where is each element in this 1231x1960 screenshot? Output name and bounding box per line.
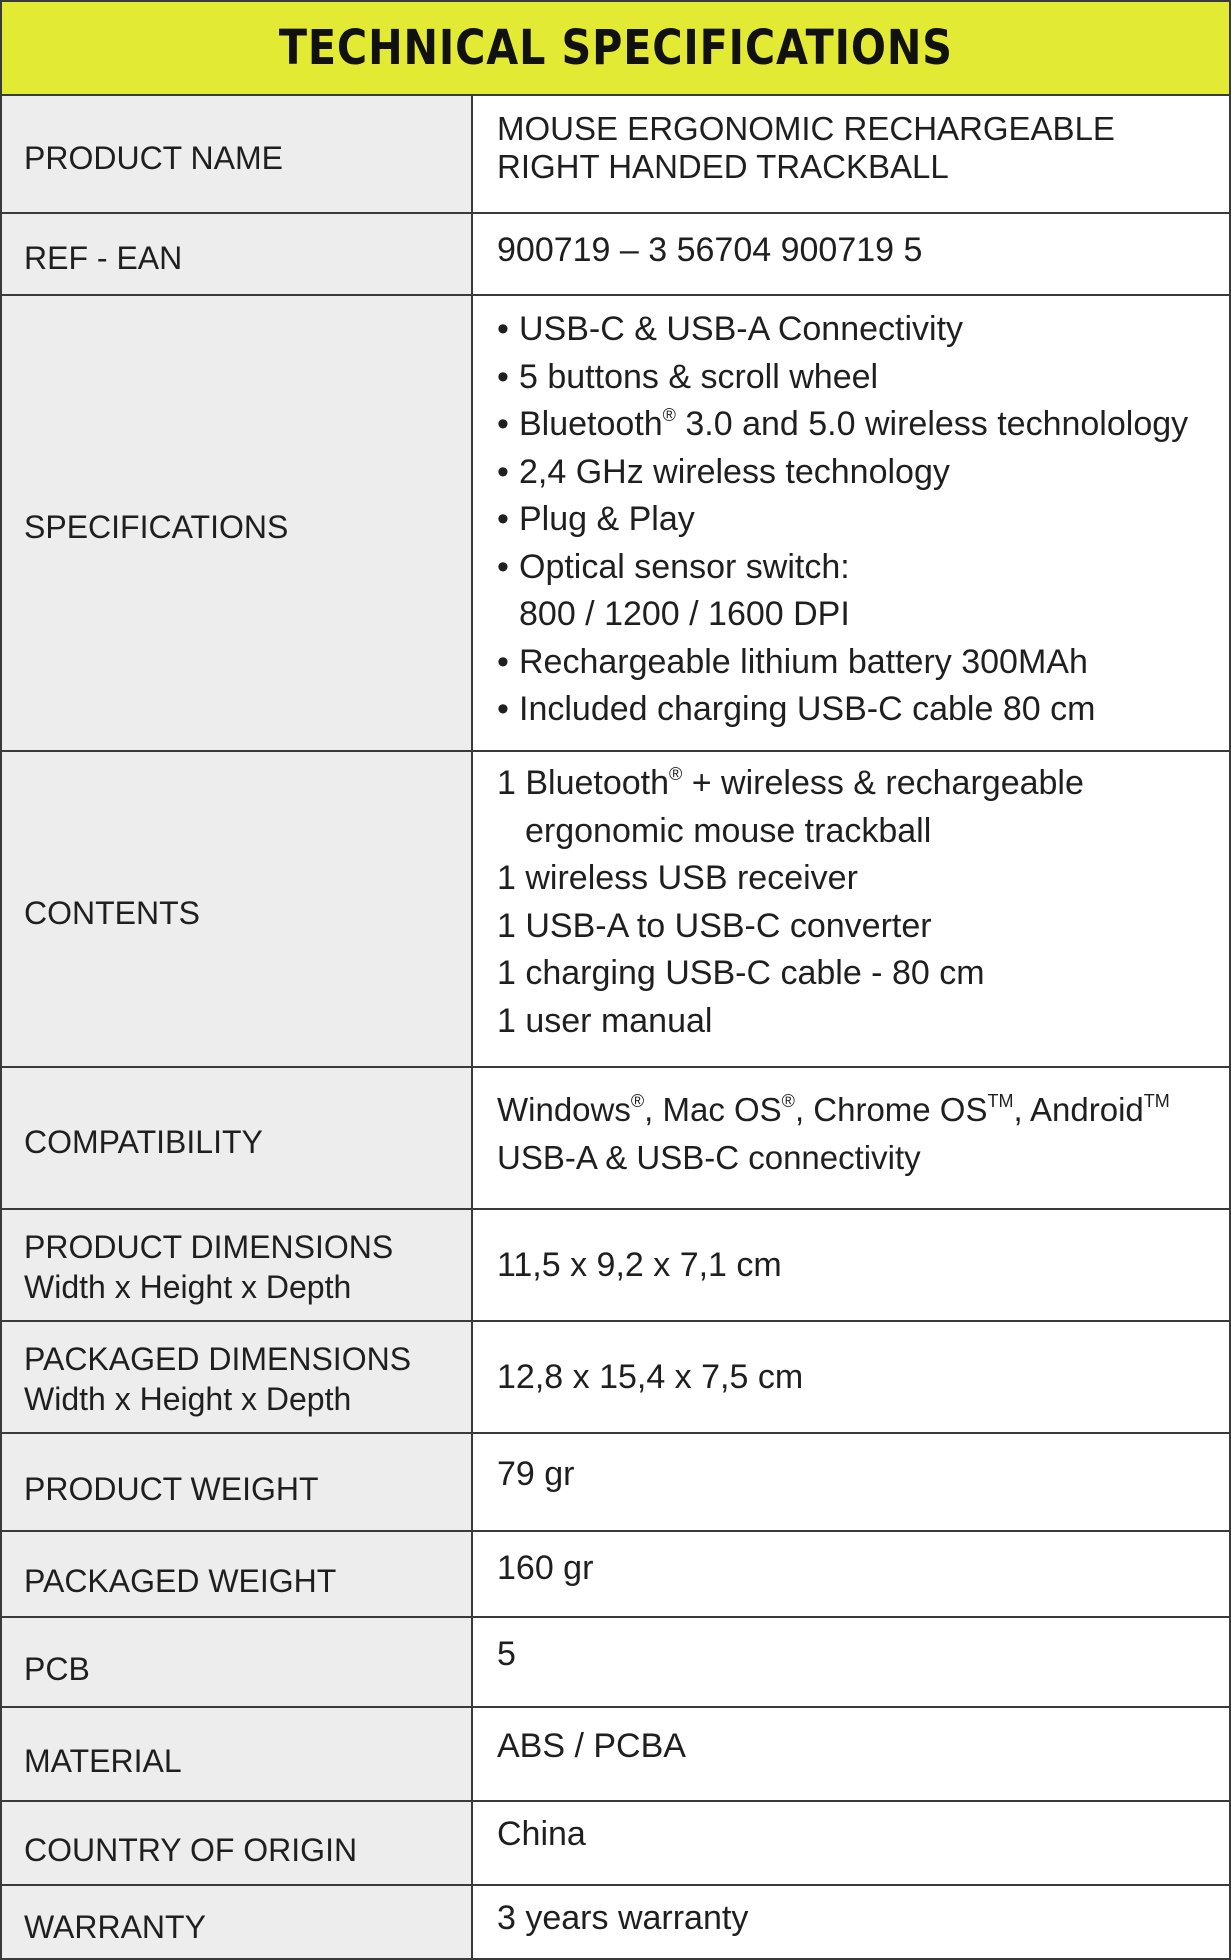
contents-item-text: + wireless & rechargeable (682, 764, 1084, 802)
contents-item (497, 760, 1229, 808)
contents-item: 1 charging USB-C cable - 80 cm (497, 954, 985, 992)
label-country-of-origin: COUNTRY OF ORIGIN (2, 1802, 473, 1884)
os-name: , Mac OS (644, 1091, 782, 1128)
product-dimensions-text: 11,5 x 9,2 x 7,1 cm (497, 1246, 782, 1284)
product-weight-text: 79 gr (497, 1455, 575, 1493)
label-product-weight: PRODUCT WEIGHT (2, 1434, 473, 1530)
value-country-of-origin (473, 1802, 1229, 1884)
row-contents (2, 752, 1229, 1068)
label-warranty: WARRANTY (2, 1886, 473, 1958)
packaged-dimensions-text: 12,8 x 15,4 x 7,5 cm (497, 1358, 804, 1396)
contents-item-text: 1 Bluetooth (497, 764, 670, 802)
value-warranty (473, 1886, 1229, 1958)
value-specifications (473, 296, 1229, 750)
specifications-list (497, 306, 1229, 734)
page-title: TECHNICAL SPECIFICATIONS (278, 20, 953, 76)
label-contents: CONTENTS (2, 752, 473, 1066)
label-pcb: PCB (2, 1618, 473, 1706)
spec-item: • Included charging USB-C cable 80 cm (497, 686, 1229, 734)
spec-item-text: 3.0 and 5.0 wireless technolology (675, 405, 1189, 443)
value-packaged-weight (473, 1532, 1229, 1616)
label-product-dimensions-title: PRODUCT DIMENSIONS (24, 1229, 394, 1265)
country-of-origin-text: China (497, 1815, 586, 1853)
registered-mark: ® (781, 1091, 795, 1111)
value-contents (473, 752, 1229, 1066)
label-compatibility: COMPATIBILITY (2, 1068, 473, 1208)
compatibility-connectivity-line: USB-A & USB-C connectivity (497, 1139, 921, 1176)
product-name-line: MOUSE ERGONOMIC RECHARGEABLE (497, 110, 1115, 147)
label-packaged-weight: PACKAGED WEIGHT (2, 1532, 473, 1616)
value-ref-ean (473, 214, 1229, 294)
value-packaged-dimensions (473, 1322, 1229, 1432)
row-packaged-weight (2, 1532, 1229, 1618)
label-product-name: PRODUCT NAME (2, 96, 473, 212)
label-specifications: SPECIFICATIONS (2, 296, 473, 750)
value-pcb (473, 1618, 1229, 1706)
os-name: Windows (497, 1091, 631, 1128)
row-pcb (2, 1618, 1229, 1708)
registered-mark: ® (662, 405, 676, 425)
row-product-dimensions (2, 1210, 1229, 1322)
compatibility-os-line (497, 1086, 1229, 1134)
spec-item: • Optical sensor switch: (497, 544, 1229, 592)
os-name: , Chrome OS (794, 1091, 988, 1128)
label-material: MATERIAL (2, 1708, 473, 1800)
contents-item: 1 wireless USB receiver (497, 859, 858, 897)
spec-item: • Plug & Play (497, 496, 1229, 544)
pcb-text: 5 (497, 1635, 516, 1673)
row-country-of-origin (2, 1802, 1229, 1886)
row-product-name (2, 96, 1229, 214)
label-packaged-dimensions (2, 1322, 473, 1432)
spec-item: • 5 buttons & scroll wheel (497, 354, 1229, 402)
row-product-weight (2, 1434, 1229, 1532)
product-name-line: RIGHT HANDED TRACKBALL (497, 148, 949, 185)
row-packaged-dimensions (2, 1322, 1229, 1434)
label-product-dimensions-sub: Width x Height x Depth (24, 1269, 352, 1305)
spec-item: • 2,4 GHz wireless technology (497, 449, 1229, 497)
row-ref-ean (2, 214, 1229, 296)
contents-item: 1 user manual (497, 1001, 713, 1040)
registered-mark: ® (630, 1091, 645, 1111)
label-packaged-dimensions-title: PACKAGED DIMENSIONS (24, 1341, 412, 1377)
warranty-text: 3 years warranty (497, 1899, 749, 1937)
material-text: ABS / PCBA (497, 1727, 686, 1765)
value-material (473, 1708, 1229, 1800)
registered-mark: ® (669, 764, 683, 784)
value-product-name (473, 96, 1229, 212)
value-product-dimensions (473, 1210, 1229, 1320)
spec-item: • Rechargeable lithium battery 300MAh (497, 639, 1229, 687)
row-warranty (2, 1886, 1229, 1958)
label-product-dimensions (2, 1210, 473, 1320)
spec-item: • USB-C & USB-A Connectivity (497, 306, 1229, 354)
label-packaged-dimensions-sub: Width x Height x Depth (24, 1381, 352, 1417)
contents-item: 1 USB-A to USB-C converter (497, 906, 932, 945)
os-name: , Android (1013, 1091, 1144, 1128)
ref-ean-text: 900719 – 3 56704 900719 5 (497, 231, 923, 269)
value-compatibility (473, 1068, 1229, 1208)
title-bar (2, 2, 1229, 96)
row-material (2, 1708, 1229, 1802)
value-product-weight (473, 1434, 1229, 1530)
label-ref-ean: REF - EAN (2, 214, 473, 294)
spec-item (497, 401, 1229, 449)
spec-item-continuation: 800 / 1200 / 1600 DPI (519, 595, 850, 633)
trademark-mark: TM (1143, 1091, 1170, 1111)
row-specifications (2, 296, 1229, 752)
trademark-mark: TM (987, 1091, 1014, 1111)
packaged-weight-text: 160 gr (497, 1549, 594, 1587)
contents-item-continuation: ergonomic mouse trackball (525, 811, 932, 850)
row-compatibility (2, 1068, 1229, 1210)
spec-item-text: Bluetooth (519, 405, 663, 443)
